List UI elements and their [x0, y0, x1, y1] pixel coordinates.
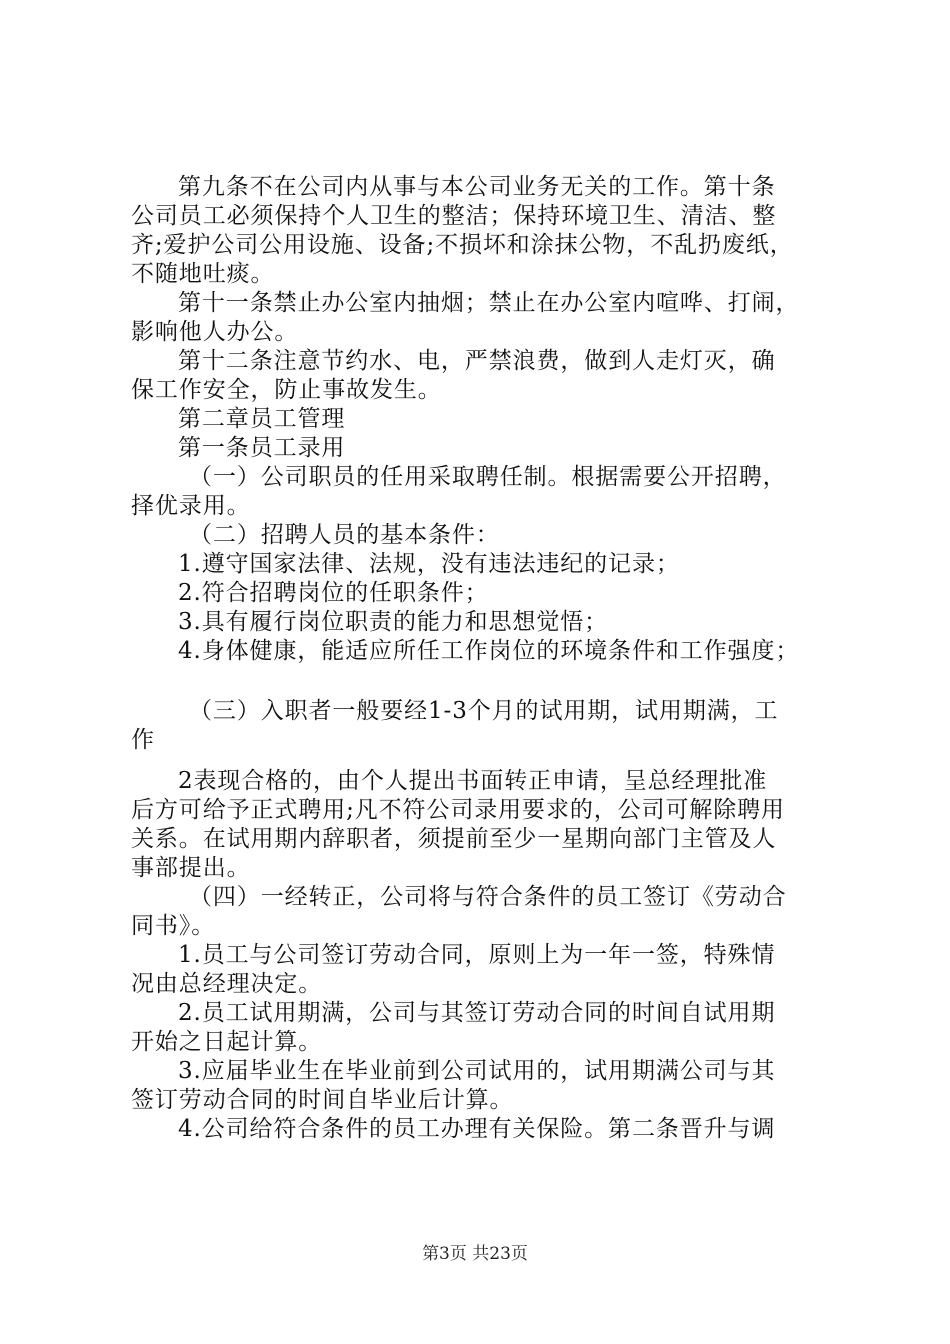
text-line: 第十一条禁止办公室内抽烟；禁止在办公室内喧哗、打闹，	[178, 290, 800, 316]
document-body	[131, 173, 836, 1144]
text-line: 后方可给予正式聘用;凡不符公司录用要求的，公司可解除聘用	[131, 797, 785, 823]
text-line: 2表现合格的，由个人提出书面转正申请，呈总经理批准	[178, 768, 768, 794]
text-line: （二）招聘人员的基本条件：	[189, 522, 500, 548]
text-line: 不随地吐痰。	[131, 261, 275, 287]
text-line: 第十二条注意节约水、电，严禁浪费，做到人走灯灭，确	[178, 348, 776, 374]
paragraph-gap	[131, 666, 836, 697]
article-heading: 第一条员工录用	[178, 435, 346, 461]
text-line: 况由总经理决定。	[131, 971, 323, 997]
paragraph-gap	[131, 755, 836, 767]
text-line: （一）公司职员的任用采取聘任制。根据需要公开招聘，	[189, 464, 787, 490]
text-line: 同书》。	[131, 913, 216, 939]
text-line: （三）入职者一般要经1-3个月的试用期，试用期满，工	[189, 698, 779, 724]
chapter-heading: 第二章员工管理	[178, 406, 346, 432]
text-line: 作	[131, 727, 155, 753]
text-line: 签订劳动合同的时间自毕业后计算。	[131, 1087, 514, 1113]
text-line: （四）一经转正，公司将与符合条件的员工签订《劳动合	[189, 884, 787, 910]
text-line: 第九条不在公司内从事与本公司业务无关的工作。第十条	[178, 174, 776, 200]
text-line: 保工作安全，防止事故发生。	[131, 377, 442, 403]
list-item: 3.应届毕业生在毕业前到公司试用的，试用期满公司与其	[178, 1058, 776, 1084]
text-line: 齐;爱护公司公用设施、设备;不损坏和涂抹公物，不乱扔废纸，	[131, 232, 794, 258]
list-item: 1.员工与公司签订劳动合同，原则上为一年一签，特殊情	[178, 942, 776, 968]
list-item: 2.符合招聘岗位的任职条件；	[178, 580, 489, 606]
text-line: 关系。在试用期内辞职者，须提前至少一星期向部门主管及人	[131, 826, 777, 852]
list-item: 4.公司给符合条件的员工办理有关保险。第二条晋升与调	[178, 1116, 776, 1142]
text-line: 公司员工必须保持个人卫生的整洁；保持环境卫生、清洁、整	[131, 203, 777, 229]
page-number-footer: 第3页 共23页	[422, 1244, 528, 1264]
list-item: 1.遵守国家法律、法规，没有违法违纪的记录；	[178, 551, 680, 577]
text-line: 影响他人办公。	[131, 319, 299, 345]
text-line: 择优录用。	[131, 493, 251, 519]
list-item: 2.员工试用期满，公司与其签订劳动合同的时间自试用期	[178, 1000, 776, 1026]
text-line: 开始之日起计算。	[131, 1029, 323, 1055]
text-line: 事部提出。	[131, 855, 251, 881]
list-item: 3.具有履行岗位职责的能力和思想觉悟；	[178, 609, 609, 635]
list-item: 4.身体健康，能适应所任工作岗位的环境条件和工作强度；	[178, 638, 800, 664]
